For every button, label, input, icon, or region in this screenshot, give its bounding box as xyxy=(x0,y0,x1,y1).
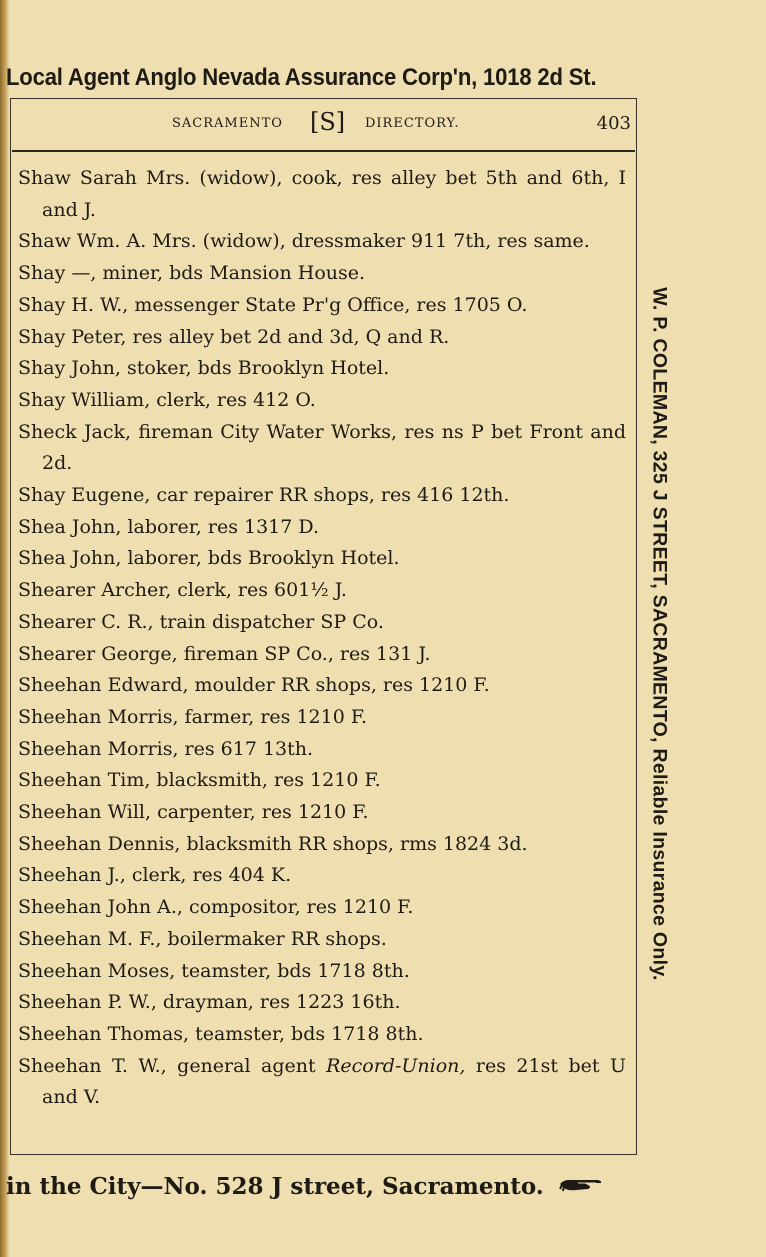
directory-entry: Sheehan Thomas, teamster, bds 1718 8th. xyxy=(18,1022,424,1045)
directory-entry xyxy=(18,1051,626,1114)
running-head-letter: [S] xyxy=(310,108,346,136)
directory-entry: Sheehan P. W., drayman, res 1223 16th. xyxy=(18,991,401,1014)
entry-text: Sheehan T. W., general agent xyxy=(18,1054,327,1077)
directory-entry: Shaw Sarah Mrs. (widow), cook, res alley bet 5th and 6th, I and J. xyxy=(18,167,626,221)
directory-entry: Shearer Archer, clerk, res 601½ J. xyxy=(18,579,347,602)
directory-entry: Shay John, stoker, bds Brooklyn Hotel. xyxy=(18,357,390,380)
directory-entry: Sheehan Morris, farmer, res 1210 F. xyxy=(18,705,368,728)
entry-text: res 21st bet U and V. xyxy=(42,1054,626,1109)
directory-entry: Shay William, clerk, res 412 O. xyxy=(18,388,316,411)
directory-entry: Sheehan Edward, moulder RR shops, res 1210 F. xyxy=(18,674,490,697)
running-head-city: SACRAMENTO xyxy=(172,116,283,131)
directory-entry: Sheehan M. F., boilermaker RR shops. xyxy=(18,927,387,950)
directory-entry: Shearer George, fireman SP Co., res 131 J. xyxy=(18,642,431,665)
directory-entry: Shay Eugene, car repairer RR shops, res 416 12th. xyxy=(18,484,510,507)
directory-entry: Shay Peter, res alley bet 2d and 3d, Q and R. xyxy=(18,325,450,348)
directory-entry: Shaw Wm. A. Mrs. (widow), dressmaker 911 7th, res same. xyxy=(18,230,590,253)
directory-entry: Sheehan Morris, res 617 13th. xyxy=(18,737,314,760)
page-number: 403 xyxy=(596,113,631,134)
directory-entry: Sheehan Tim, blacksmith, res 1210 F. xyxy=(18,769,381,792)
bottom-advertisement-text: in the City—No. 528 J street, Sacramento. xyxy=(6,1173,544,1200)
directory-entry: Sheehan Will, carpenter, res 1210 F. xyxy=(18,801,369,824)
directory-entry: Shay H. W., messenger State Pr'g Office, res 1705 O. xyxy=(18,293,528,316)
directory-entry: Sheck Jack, fireman City Water Works, res ns P bet Front and 2d. xyxy=(18,420,626,475)
publication-name: Record-Union, xyxy=(326,1054,466,1077)
pointing-hand-icon xyxy=(558,1171,604,1205)
top-advertisement-banner: Local Agent Anglo Nevada Assurance Corp'n, 1018 2d St. xyxy=(6,64,597,91)
running-head-title: DIRECTORY. xyxy=(365,116,460,131)
directory-entry: Sheehan John A., compositor, res 1210 F. xyxy=(18,896,414,919)
directory-entry: Sheehan Moses, teamster, bds 1718 8th. xyxy=(18,959,410,982)
directory-listing xyxy=(18,163,626,1114)
side-advertisement-text: W. P. COLEMAN, 325 J STREET, SACRAMENTO, Reliable Insurance Only. xyxy=(648,286,671,981)
directory-entry: Shea John, laborer, res 1317 D. xyxy=(18,515,319,538)
directory-entry: Sheehan Dennis, blacksmith RR shops, rms 1824 3d. xyxy=(18,832,528,855)
bottom-advertisement-banner xyxy=(6,1170,646,1204)
directory-entry: Shearer C. R., train dispatcher SP Co. xyxy=(18,610,384,633)
side-advertisement-banner xyxy=(640,96,678,1171)
running-head xyxy=(10,108,635,144)
header-rule xyxy=(12,150,635,152)
page-edge xyxy=(0,0,9,1257)
directory-entry: Shea John, laborer, bds Brooklyn Hotel. xyxy=(18,547,400,570)
directory-entry: Shay —, miner, bds Mansion House. xyxy=(18,262,366,285)
directory-entry: Sheehan J., clerk, res 404 K. xyxy=(18,864,292,887)
